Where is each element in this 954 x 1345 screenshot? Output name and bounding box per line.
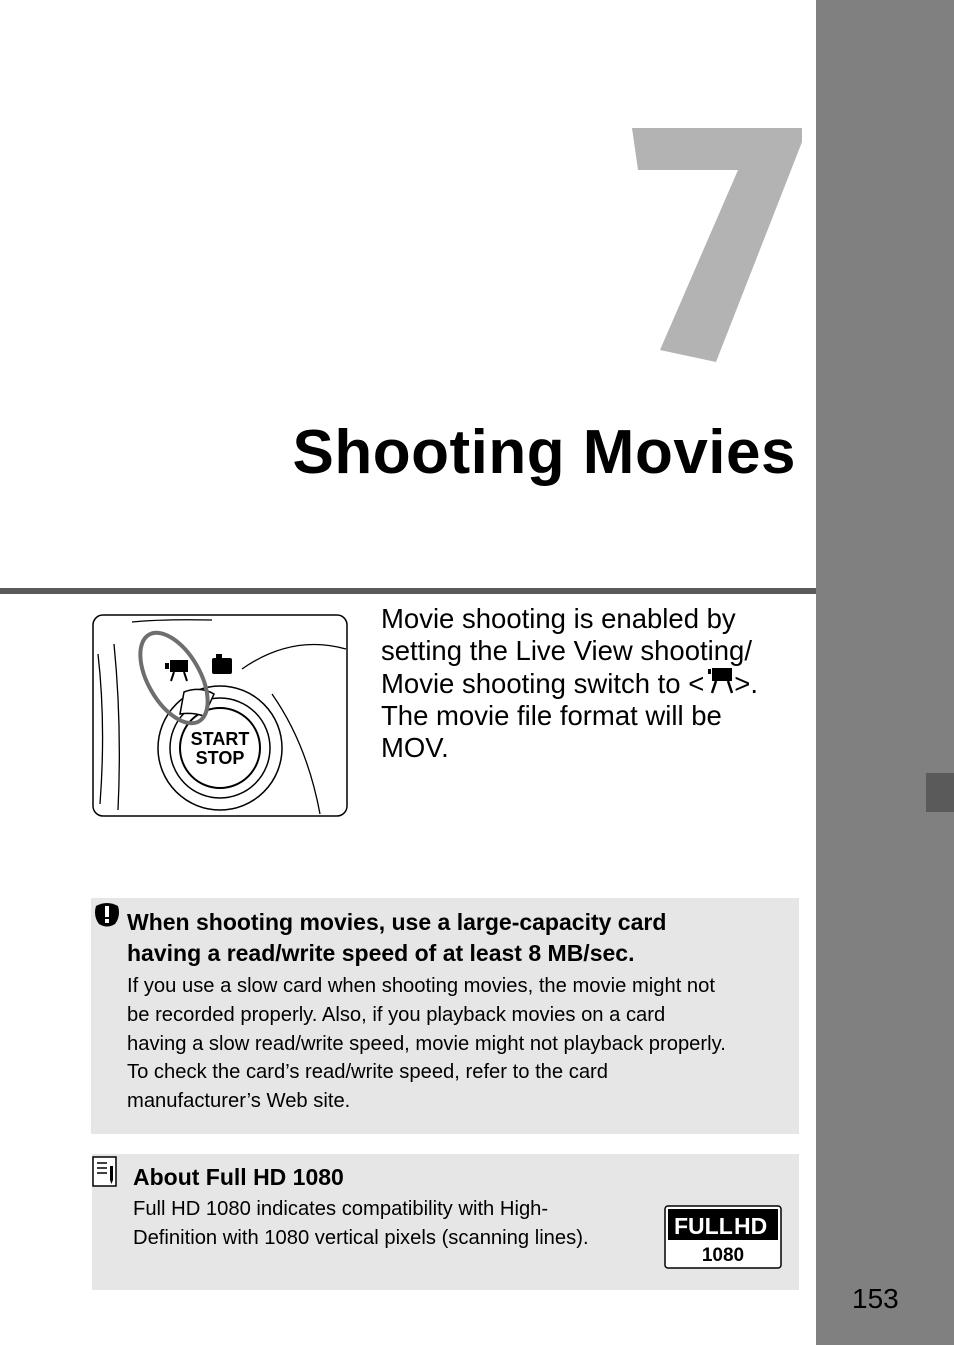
logo-full-text: FULL [674, 1213, 733, 1239]
note-body: Full HD 1080 indicates compatibility with High- Definition with 1080 vertical pixels (scanning lines). [133, 1198, 589, 1249]
page-number: 153 [852, 1283, 899, 1314]
chapter-index-tab [926, 773, 954, 812]
logo-hd-text: HD [734, 1213, 768, 1239]
logo-1080-text: 1080 [701, 1245, 745, 1266]
caution-heading: When shooting movies, use a large-capacity card having a read/write speed of at least 8 MB/sec. [127, 909, 667, 966]
intro-line-4: The movie file format will be [381, 700, 722, 731]
caution-box [91, 898, 799, 1134]
intro-line-1: Movie shooting is enabled by [381, 603, 736, 634]
full-hd-1080-logo [664, 1205, 782, 1269]
caution-icon [93, 902, 121, 928]
caution-body: If you use a slow card when shooting movies, the movie might not be recorded properly. Also, if you playback movies on a card having a slow read/write speed, movie might not playback properly. To check the card’s read/write speed, refer to the card manufacturer’s Web site. [127, 975, 726, 1113]
camera-switch-illustration [92, 614, 348, 818]
note-icon [92, 1156, 118, 1188]
stop-label: STOP [195, 748, 245, 768]
intro-paragraph [381, 603, 801, 764]
intro-line-5: MOV. [381, 732, 449, 763]
intro-line-3: Movie shooting switch to < >. [381, 668, 758, 699]
start-label: START [190, 729, 250, 749]
note-box [92, 1154, 799, 1290]
section-rule [0, 588, 816, 594]
chapter-number-seven-shape [632, 128, 802, 362]
chapter-sidebar [816, 0, 954, 1345]
intro-line-2: setting the Live View shooting/ [381, 635, 752, 666]
note-heading: About Full HD 1080 [133, 1164, 344, 1190]
chapter-number [620, 120, 810, 370]
chapter-title: Shooting Movies [292, 418, 796, 487]
movie-camera-icon [704, 667, 734, 695]
